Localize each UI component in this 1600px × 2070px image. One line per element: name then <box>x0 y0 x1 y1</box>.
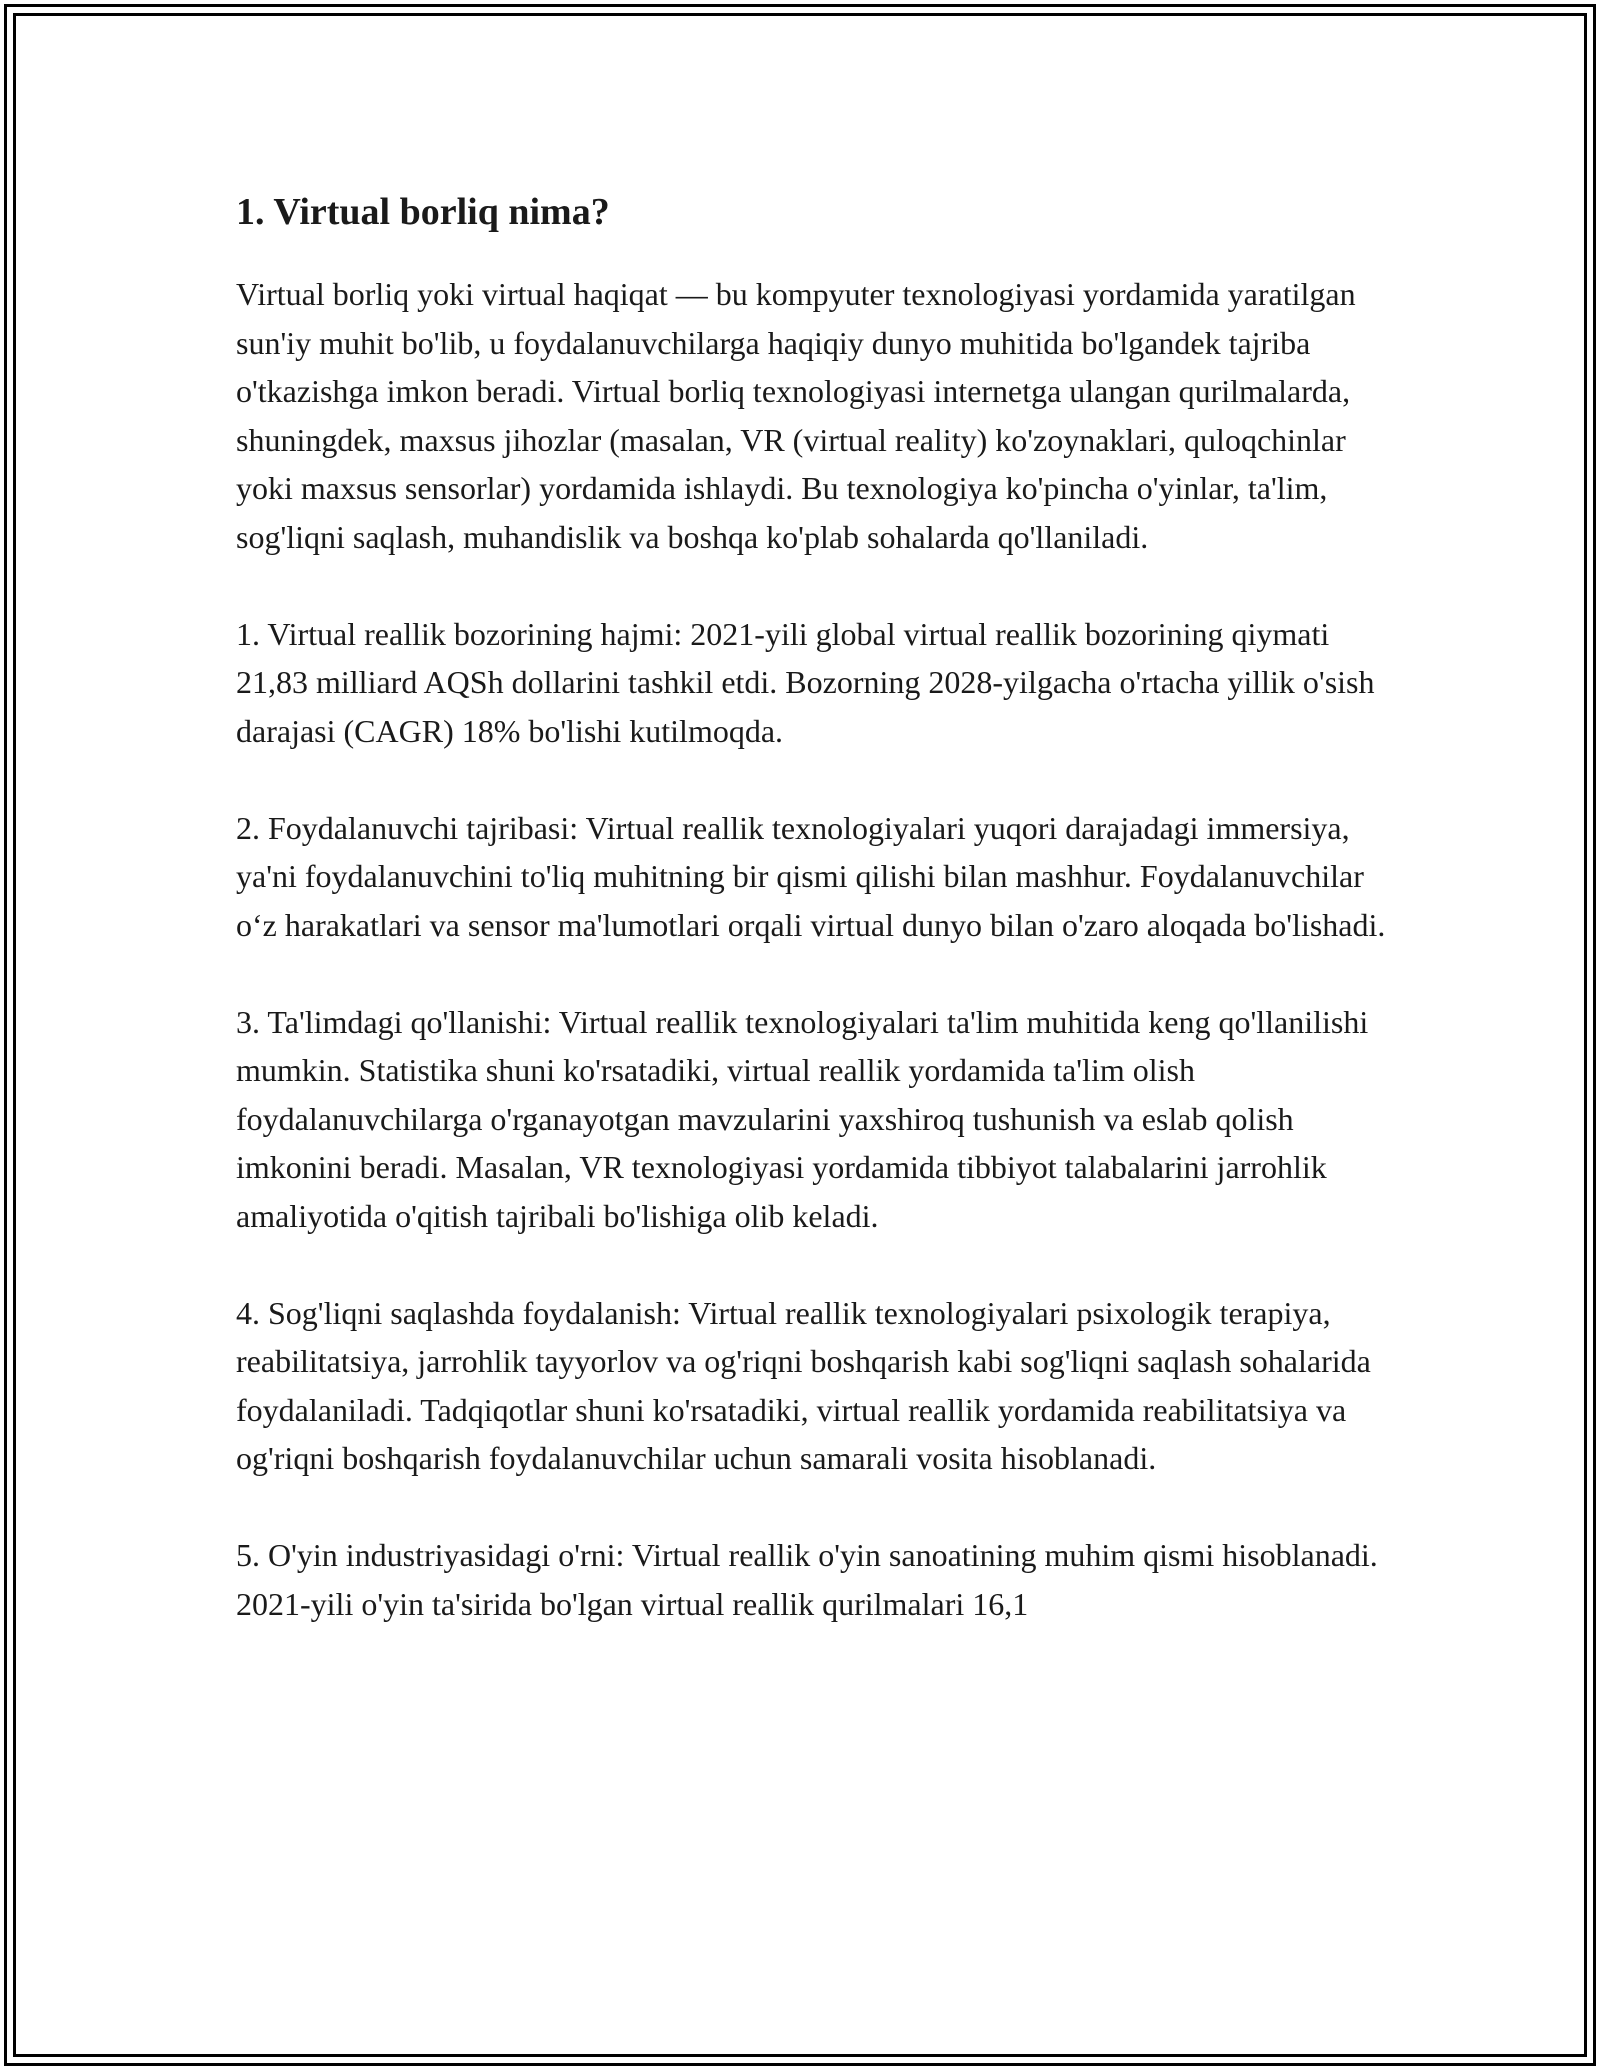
document-body <box>236 184 1386 1628</box>
list-item-education: 3. Ta'limdagi qo'llanishi: Virtual reallik texnologiyalari ta'lim muhitida keng qo'llanilishi mumkin. Statistika shuni ko'rsatadiki, virtual reallik yordamida ta'lim olish foydalanuvchilarga o'rganayotgan mavzularini yaxshiroq tushunish va eslab qolish imkonini beradi. Masalan, VR texnologiyasi yordamida tibbiyot talabalarini jarrohlik amaliyotida o'qitish tajribali bo'lishiga olib keladi. <box>236 1003 1369 1234</box>
list-item-healthcare: 4. Sog'liqni saqlashda foydalanish: Virtual reallik texnologiyalari psixologik terapiya, reabilitatsiya, jarrohlik tayyorlov va og'riqni boshqarish kabi sog'liqni saqlash sohalarida foydalaniladi. Tadqiqotlar shuni ko'rsatadiki, virtual reallik yordamida reabilitatsiya va og'riqni boshqarish foydalanuvchilar uchun samarali vosita hisoblanadi. <box>236 1294 1371 1476</box>
list-item-user-experience: 2. Foydalanuvchi tajribasi: Virtual reallik texnologiyalari yuqori darajadagi immersiya, ya'ni foydalanuvchini to'liq muhitning bir qismi qilishi bilan mashhur. Foydalanuvchilar o‘z harakatlari va sensor ma'lumotlari orqali virtual dunyo bilan o'zaro aloqada bo'lishadi. <box>236 809 1386 943</box>
list-item-gaming: 5. O'yin industriyasidagi o'rni: Virtual reallik o'yin sanoatining muhim qismi hisoblanadi. 2021-yili o'yin ta'sirida bo'lgan virtual reallik qurilmalari 16,1 <box>236 1537 1378 1622</box>
section-heading: 1. Virtual borliq nima? <box>236 191 610 233</box>
list-item-market-size: 1. Virtual reallik bozorining hajmi: 2021-yili global virtual reallik bozorining qiymati 21,83 milliard AQSh dollarini tashkil etdi. Bozorning 2028-yilgacha o'rtacha yillik o'sish darajasi (CAGR) 18% bo'lishi kutilmoqda. <box>236 615 1375 749</box>
intro-paragraph: Virtual borliq yoki virtual haqiqat — bu kompyuter texnologiyasi yordamida yaratilgan sun'iy muhit bo'lib, u foydalanuvchilarga haqiqiy dunyo muhitida bo'lgandek tajriba o'tkazishga imkon beradi. Virtual borliq texnologiyasi internetga ulangan qurilmalarda, shuningdek, maxsus jihozlar (masalan, VR (virtual reality) ko'zoynaklari, quloqchinlar yoki maxsus sensorlar) yordamida ishlaydi. Bu texnologiya ko'pincha o'yinlar, ta'lim, sog'liqni saqlash, muhandislik va boshqa ko'plab sohalarda qo'llaniladi. <box>236 276 1356 555</box>
